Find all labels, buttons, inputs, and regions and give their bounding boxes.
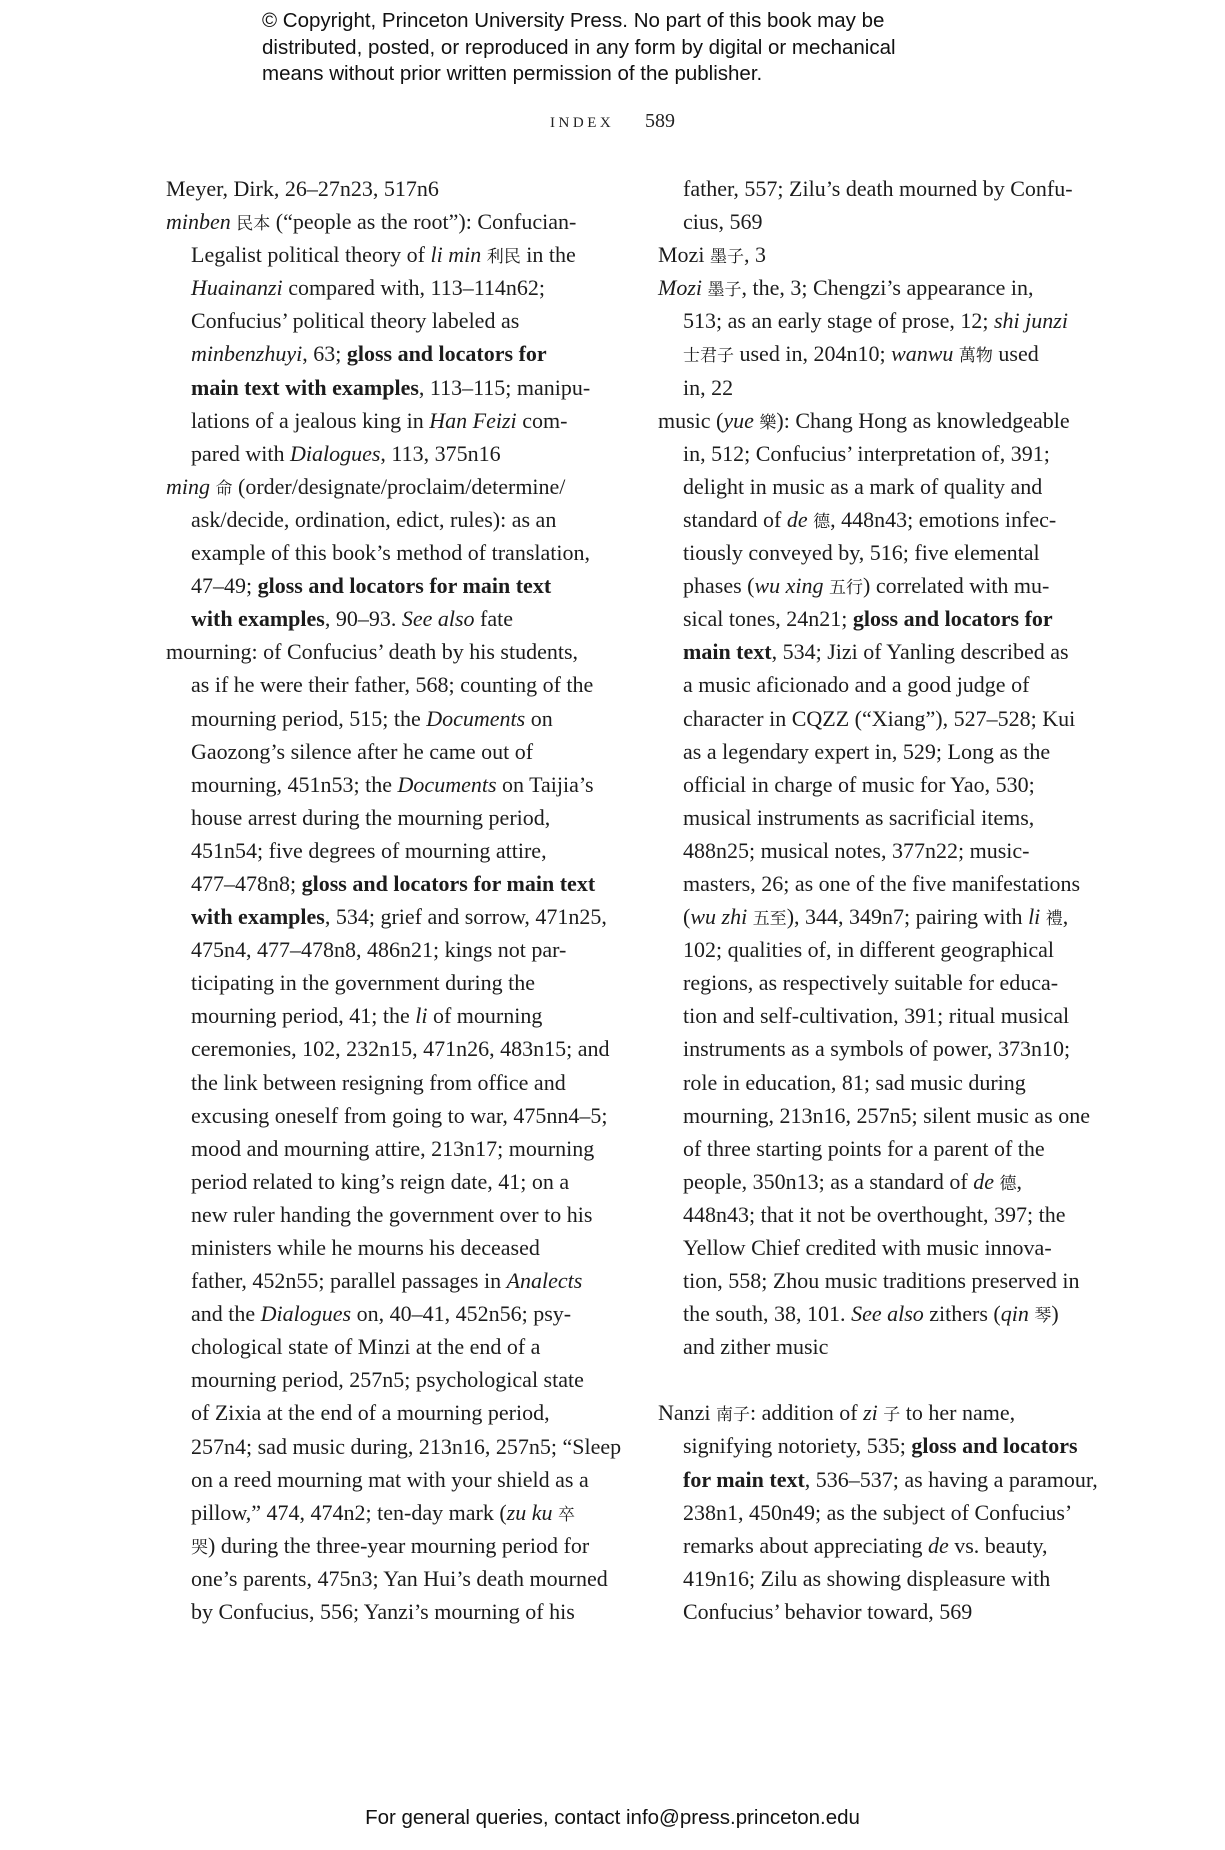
- italic-term: de: [786, 506, 808, 532]
- entry-continuation-line: [658, 834, 1118, 867]
- chinese-characters: 民本: [236, 214, 271, 235]
- italic-term: zu ku: [506, 1499, 553, 1525]
- entry-text: 257n4; sad music during, 213n16, 257n5; “Sleep: [191, 1433, 622, 1459]
- entry-text: in, 22: [683, 374, 734, 400]
- bold-gloss: with examples: [191, 606, 325, 632]
- index-entry: [166, 172, 626, 205]
- entry-text: , the, 3; Chengzi’s appearance in,: [741, 275, 1034, 301]
- entry-text: , 534; Jizi of Yanling described as: [771, 639, 1069, 665]
- entry-text: used: [992, 341, 1039, 367]
- bold-gloss: gloss and locators for main text: [257, 573, 552, 599]
- italic-term: minben: [166, 209, 231, 235]
- entry-continuation-line: [166, 602, 626, 635]
- entry-text: phases (: [683, 573, 755, 599]
- entry-text: character in CQZZ (“Xiang”), 527–528; Kui: [683, 705, 1076, 731]
- entry-text: musical instruments as sacrificial items,: [683, 804, 1035, 830]
- entry-text: remarks about appreciating: [683, 1532, 928, 1558]
- entry-text: on a reed mourning mat with your shield as a: [191, 1466, 589, 1492]
- entry-text: new ruler handing the government over to his: [191, 1201, 593, 1227]
- chinese-characters: 德: [813, 511, 831, 532]
- copyright-line: © Copyright, Princeton University Press. No part of this book may be: [262, 9, 885, 32]
- copyright-notice: [262, 8, 1022, 88]
- entry-text: music (: [658, 407, 724, 433]
- entry-text: cius, 569: [683, 209, 763, 235]
- italic-term: li: [415, 1003, 428, 1029]
- entry-continuation-line: [166, 1430, 626, 1463]
- entry-text: lations of a jealous king in: [191, 407, 430, 433]
- chinese-characters: 樂: [759, 412, 777, 433]
- entry-continuation-line: [166, 1529, 626, 1562]
- italic-term: wanwu: [891, 341, 954, 367]
- entry-continuation-line: [658, 1099, 1118, 1132]
- running-head: [0, 110, 1225, 133]
- entry-continuation-line: [658, 1231, 1118, 1264]
- italic-term: zi: [863, 1400, 878, 1426]
- chinese-characters: 墨子: [707, 280, 742, 301]
- bold-gloss: for main text: [683, 1466, 805, 1492]
- entry-text: ) during the three-year mourning period for: [208, 1532, 590, 1558]
- chinese-characters: 琴: [1034, 1306, 1052, 1327]
- entry-continuation-line: [658, 371, 1118, 404]
- bold-gloss: gloss and locators for: [346, 341, 547, 367]
- entry-text: mourning, 213n16, 257n5; silent music as one: [683, 1102, 1090, 1128]
- entry-text: Gaozong’s silence after he came out of: [191, 738, 534, 764]
- entry-headline: [166, 470, 626, 503]
- entry-text: 448n43; that it not be overthought, 397; the: [683, 1201, 1066, 1227]
- entry-continuation-line: [166, 668, 626, 701]
- entry-continuation-line: [166, 1562, 626, 1595]
- chinese-characters: 德: [999, 1173, 1017, 1194]
- chinese-characters: 命: [215, 478, 233, 499]
- entry-continuation-line: [166, 1231, 626, 1264]
- entry-continuation-line: [658, 1496, 1118, 1529]
- entry-continuation-line: [166, 1595, 626, 1628]
- entry-headline: [658, 238, 1118, 271]
- entry-text: official in charge of music for Yao, 530;: [683, 771, 1035, 797]
- entry-continuation-line: [166, 702, 626, 735]
- entry-continuation-line: [166, 768, 626, 801]
- entry-continuation-line: [658, 1562, 1118, 1595]
- italic-term: wu xing: [754, 573, 824, 599]
- entry-continuation-line: [658, 1066, 1118, 1099]
- bold-gloss: main text: [683, 639, 772, 665]
- entry-continuation-line: [166, 933, 626, 966]
- entry-continuation-line: [658, 172, 1118, 205]
- italic-term: ming: [166, 473, 210, 499]
- entry-continuation-line: [658, 1264, 1118, 1297]
- entry-text: mourning: of Confucius’ death by his students,: [166, 639, 579, 665]
- entry-text: ,: [1062, 904, 1069, 930]
- entry-text: : addition of: [750, 1400, 864, 1426]
- italic-term: Han Feizi: [429, 407, 517, 433]
- entry-text: 451n54; five degrees of mourning attire,: [191, 837, 547, 863]
- entry-continuation-line: [658, 337, 1118, 370]
- italic-term: Dialogues: [289, 440, 381, 466]
- entry-text: 238n1, 450n49; as the subject of Confucius’: [683, 1499, 1073, 1525]
- index-entry: [166, 635, 626, 1628]
- chinese-characters: 墨子: [709, 247, 744, 268]
- entry-text: , 113, 375n16: [380, 440, 501, 466]
- entry-continuation-line: [658, 1529, 1118, 1562]
- entry-text: and zither music: [683, 1334, 829, 1360]
- entry-text: , 113–115; manipu-: [418, 374, 591, 400]
- entry-continuation-line: [658, 1165, 1118, 1198]
- italic-term: minbenzhuyi: [191, 341, 303, 367]
- italic-term: Huainanzi: [191, 275, 283, 301]
- entry-text: instruments as a symbols of power, 373n10;: [683, 1036, 1071, 1062]
- chinese-characters: 卒: [558, 1504, 575, 1525]
- entry-text: , 90–93.: [324, 606, 402, 632]
- entry-continuation-line: [166, 801, 626, 834]
- entry-text: the link between resigning from office and: [191, 1069, 566, 1095]
- page-number: 589: [644, 110, 675, 132]
- entry-continuation-line: [658, 1198, 1118, 1231]
- entry-text: on: [525, 705, 553, 731]
- entry-text: by Confucius, 556; Yanzi’s mourning of his: [191, 1599, 575, 1625]
- bold-gloss: gloss and locators for: [852, 606, 1053, 632]
- index-entry: [658, 1396, 1118, 1628]
- entry-text: fate: [474, 606, 513, 632]
- entry-text: mood and mourning attire, 213n17; mourning: [191, 1135, 595, 1161]
- chinese-characters: 五至: [752, 909, 787, 930]
- entry-continuation-line: [658, 602, 1118, 635]
- entry-text: ticipating in the government during the: [191, 970, 535, 996]
- entry-continuation-line: [166, 834, 626, 867]
- entry-text: ask/decide, ordination, edict, rules): as an: [191, 506, 557, 532]
- entry-continuation-line: [658, 536, 1118, 569]
- italic-term: Documents: [426, 705, 526, 731]
- entry-continuation-line: [658, 1429, 1118, 1462]
- entry-text: ), 344, 349n7; pairing with: [786, 904, 1029, 930]
- entry-continuation-line: [166, 1132, 626, 1165]
- italic-term: wu zhi: [690, 904, 748, 930]
- entry-text: 488n25; musical notes, 377n22; music-: [683, 837, 1030, 863]
- chinese-characters: 哭: [191, 1537, 208, 1558]
- copyright-line: means without prior written permission of the publisher.: [262, 62, 763, 85]
- entry-continuation-line: [166, 503, 626, 536]
- chinese-characters: 士君子: [683, 346, 734, 367]
- entry-text: to her name,: [900, 1400, 1016, 1426]
- entry-text: 513; as an early stage of prose, 12;: [683, 308, 994, 334]
- entry-continuation-line: [658, 437, 1118, 470]
- index-entry: [166, 470, 626, 635]
- entry-continuation-line: [166, 238, 626, 271]
- entry-continuation-line: [166, 1396, 626, 1429]
- entry-text: , 534; grief and sorrow, 471n25,: [324, 904, 607, 930]
- entry-text: pared with: [191, 440, 290, 466]
- entry-text: role in education, 81; sad music during: [683, 1069, 1026, 1095]
- entry-continuation-line: [658, 900, 1118, 933]
- entry-text: vs. beauty,: [948, 1532, 1048, 1558]
- index-entry: [658, 404, 1118, 1364]
- entry-text: standard of: [683, 506, 787, 532]
- entry-text: in the: [520, 242, 576, 268]
- bold-gloss: gloss and locators for main text: [301, 870, 596, 896]
- entry-continuation-line: [658, 768, 1118, 801]
- entry-continuation-line: [166, 371, 626, 404]
- entry-continuation-line: [166, 1363, 626, 1396]
- entry-text: mourning, 451n53; the: [191, 771, 398, 797]
- entry-text: as if he were their father, 568; counting of the: [191, 672, 594, 698]
- italic-term: Analects: [506, 1268, 583, 1294]
- index-column-left: [166, 172, 626, 1628]
- entry-text: tion, 558; Zhou music traditions preserved in: [683, 1268, 1080, 1294]
- entry-text: excusing oneself from going to war, 475nn4–5;: [191, 1102, 608, 1128]
- entry-continuation-line: [658, 503, 1118, 536]
- entry-text: , 448n43; emotions infec-: [830, 506, 1057, 532]
- entry-text: ceremonies, 102, 232n15, 471n26, 483n15; and: [191, 1036, 610, 1062]
- italic-term: de: [973, 1168, 994, 1194]
- chinese-characters: 禮: [1045, 909, 1063, 930]
- entry-continuation-line: [166, 999, 626, 1032]
- entry-continuation-line: [658, 735, 1118, 768]
- entry-text: mourning period, 515; the: [191, 705, 427, 731]
- entry-continuation-line: [658, 1463, 1118, 1496]
- entry-continuation-line: [166, 1099, 626, 1132]
- entry-continuation-line: [166, 404, 626, 437]
- entry-text: , 536–537; as having a paramour,: [804, 1466, 1098, 1492]
- entry-continuation-line: [166, 1463, 626, 1496]
- entry-text: one’s parents, 475n3; Yan Hui’s death mourned: [191, 1565, 608, 1591]
- entry-text: Mozi: [658, 242, 710, 268]
- entry-text: example of this book’s method of translation,: [191, 540, 590, 566]
- entry-continuation-line: [658, 304, 1118, 337]
- entry-text: 419n16; Zilu as showing displeasure with: [683, 1565, 1051, 1591]
- entry-continuation-line: [658, 470, 1118, 503]
- entry-text: and the: [191, 1301, 261, 1327]
- entry-text: father, 452n55; parallel passages in: [191, 1268, 507, 1294]
- italic-term: Documents: [397, 771, 497, 797]
- contact-footer: For general queries, contact info@press.princeton.edu: [365, 1806, 860, 1829]
- entry-text: as a legendary expert in, 529; Long as the: [683, 738, 1051, 764]
- entry-text: compared with, 113–114n62;: [282, 275, 546, 301]
- entry-headline: [658, 271, 1118, 304]
- entry-text: house arrest during the mourning period,: [191, 804, 551, 830]
- entry-continuation-line: [658, 702, 1118, 735]
- index-entry: [658, 271, 1118, 403]
- entry-text: delight in music as a mark of quality and: [683, 473, 1043, 499]
- entry-continuation-line: [658, 1595, 1118, 1628]
- entry-continuation-line: [166, 1264, 626, 1297]
- index-column-right: [658, 172, 1118, 1628]
- italic-term: shi junzi: [993, 308, 1068, 334]
- entry-text: 47–49;: [191, 573, 258, 599]
- entry-text: Yellow Chief credited with music innova-: [683, 1235, 1052, 1260]
- entry-text: father, 557; Zilu’s death mourned by Confu-: [683, 176, 1073, 201]
- entry-continuation-line: [658, 1330, 1118, 1363]
- entry-continuation-line: [166, 536, 626, 569]
- bold-gloss: with examples: [191, 904, 325, 930]
- italic-term: li min: [430, 242, 482, 268]
- entry-continuation-line: [166, 569, 626, 602]
- entry-text: ): Chang Hong as knowledgeable: [776, 407, 1070, 433]
- entry-text: on Taijia’s: [496, 771, 594, 797]
- entry-text: (order/designate/proclaim/determine/: [232, 473, 566, 499]
- copyright-line: distributed, posted, or reproduced in any form by digital or mechanical: [262, 35, 896, 59]
- entry-continuation-line: [658, 1032, 1118, 1065]
- entry-text: on, 40–41, 452n56; psy-: [351, 1301, 572, 1327]
- entry-continuation-line: [658, 867, 1118, 900]
- entry-continuation-line: [166, 867, 626, 900]
- entry-continuation-line: [166, 437, 626, 470]
- entry-text: Nanzi: [658, 1400, 717, 1426]
- index-entry: [658, 238, 1118, 271]
- entry-continuation-line: [658, 205, 1118, 238]
- entry-continuation-line: [166, 1297, 626, 1330]
- entry-text: zithers (: [923, 1301, 1001, 1327]
- entry-text: Legalist political theory of: [191, 242, 431, 268]
- entry-continuation-line: [658, 1297, 1118, 1330]
- entry-text: a music aficionado and a good judge of: [683, 672, 1030, 698]
- italic-term: Dialogues: [260, 1301, 352, 1327]
- entry-text: of Zixia at the end of a mourning period,: [191, 1400, 550, 1426]
- entry-text: of three starting points for a parent of the: [683, 1135, 1045, 1161]
- entry-continuation-line: [166, 337, 626, 370]
- entry-headline: [166, 635, 626, 668]
- entry-text: sical tones, 24n21;: [683, 606, 853, 632]
- entry-text: 475n4, 477–478n8, 486n21; kings not par-: [191, 937, 567, 963]
- italic-term: See also: [401, 606, 475, 632]
- entry-continuation-line: [166, 1198, 626, 1231]
- entry-headline: [166, 172, 626, 205]
- entry-continuation-line: [166, 966, 626, 999]
- entry-text: regions, as respectively suitable for educa-: [683, 970, 1059, 996]
- entry-continuation-line: [658, 801, 1118, 834]
- entry-text: the south, 38, 101.: [683, 1301, 852, 1327]
- entry-text: 477–478n8;: [191, 870, 302, 896]
- chinese-characters: 五行: [829, 578, 864, 599]
- entry-text: com-: [516, 407, 568, 433]
- entry-text: Confucius’ political theory labeled as: [191, 308, 520, 334]
- entry-text: mourning period, 257n5; psychological state: [191, 1367, 584, 1393]
- entry-text: ministers while he mourns his deceased: [191, 1235, 540, 1260]
- italic-term: qin: [1000, 1301, 1029, 1327]
- entry-text: of mourning: [427, 1003, 543, 1029]
- entry-text: in, 512; Confucius’ interpretation of, 391;: [683, 440, 1050, 466]
- entry-text: ) correlated with mu-: [863, 573, 1050, 599]
- entry-continuation-line: [166, 271, 626, 304]
- bold-gloss: gloss and locators: [911, 1433, 1078, 1459]
- entry-text: period related to king’s reign date, 41; on a: [191, 1168, 570, 1194]
- entry-continuation-line: [658, 668, 1118, 701]
- entry-text: signifying notoriety, 535;: [683, 1433, 912, 1459]
- entry-continuation-line: [166, 1496, 626, 1529]
- entry-continuation-line: [658, 569, 1118, 602]
- entry-text: ): [1051, 1301, 1059, 1327]
- entry-continuation-line: [658, 933, 1118, 966]
- entry-text: (: [683, 904, 691, 930]
- italic-term: yue: [723, 407, 754, 433]
- entry-text: people, 350n13; as a standard of: [683, 1168, 974, 1194]
- entry-continuation-line: [166, 1066, 626, 1099]
- chinese-characters: 利民: [486, 247, 521, 268]
- entry-continuation-line: [166, 304, 626, 337]
- section-label: INDEX: [550, 115, 615, 131]
- entry-continuation-line: [658, 635, 1118, 668]
- entry-text: 102; qualities of, in different geographical: [683, 937, 1055, 963]
- entry-continuation-line: [166, 1330, 626, 1363]
- entry-headline: [658, 404, 1118, 437]
- entry-text: chological state of Minzi at the end of a: [191, 1334, 541, 1360]
- entry-text: , 3: [743, 242, 766, 268]
- entry-text: tiously conveyed by, 516; five elemental: [683, 540, 1040, 566]
- entry-continuation-line: [658, 999, 1118, 1032]
- entry-text: tion and self-cultivation, 391; ritual musical: [683, 1003, 1070, 1029]
- entry-text: Meyer, Dirk, 26–27n23, 517n6: [166, 176, 439, 201]
- entry-text: Confucius’ behavior toward, 569: [683, 1598, 973, 1624]
- index-entry: [658, 172, 1118, 238]
- entry-text: masters, 26; as one of the five manifestations: [683, 870, 1081, 896]
- entry-continuation-line: [166, 900, 626, 933]
- entry-continuation-line: [658, 966, 1118, 999]
- entry-text: (“people as the root”): Confucian-: [270, 209, 577, 235]
- chinese-characters: 子: [883, 1405, 901, 1426]
- entry-continuation-line: [166, 1165, 626, 1198]
- italic-term: Mozi: [658, 275, 702, 301]
- bold-gloss: main text with examples: [191, 374, 419, 400]
- entry-continuation-line: [166, 735, 626, 768]
- italic-term: de: [927, 1532, 949, 1558]
- chinese-characters: 萬物: [958, 346, 993, 367]
- entry-text: ,: [1016, 1168, 1022, 1194]
- entry-headline: [658, 1396, 1118, 1429]
- entry-continuation-line: [166, 1032, 626, 1065]
- entry-headline: [166, 205, 626, 238]
- entry-text: pillow,” 474, 474n2; ten-day mark (: [191, 1499, 507, 1525]
- entry-text: mourning period, 41; the: [191, 1003, 416, 1029]
- entry-text: used in, 204n10;: [734, 341, 892, 367]
- entry-continuation-line: [658, 1132, 1118, 1165]
- index-entry: [166, 205, 626, 470]
- italic-term: See also: [851, 1301, 924, 1327]
- entry-text: , 63;: [302, 341, 347, 367]
- chinese-characters: 南子: [716, 1405, 751, 1426]
- italic-term: li: [1028, 904, 1041, 930]
